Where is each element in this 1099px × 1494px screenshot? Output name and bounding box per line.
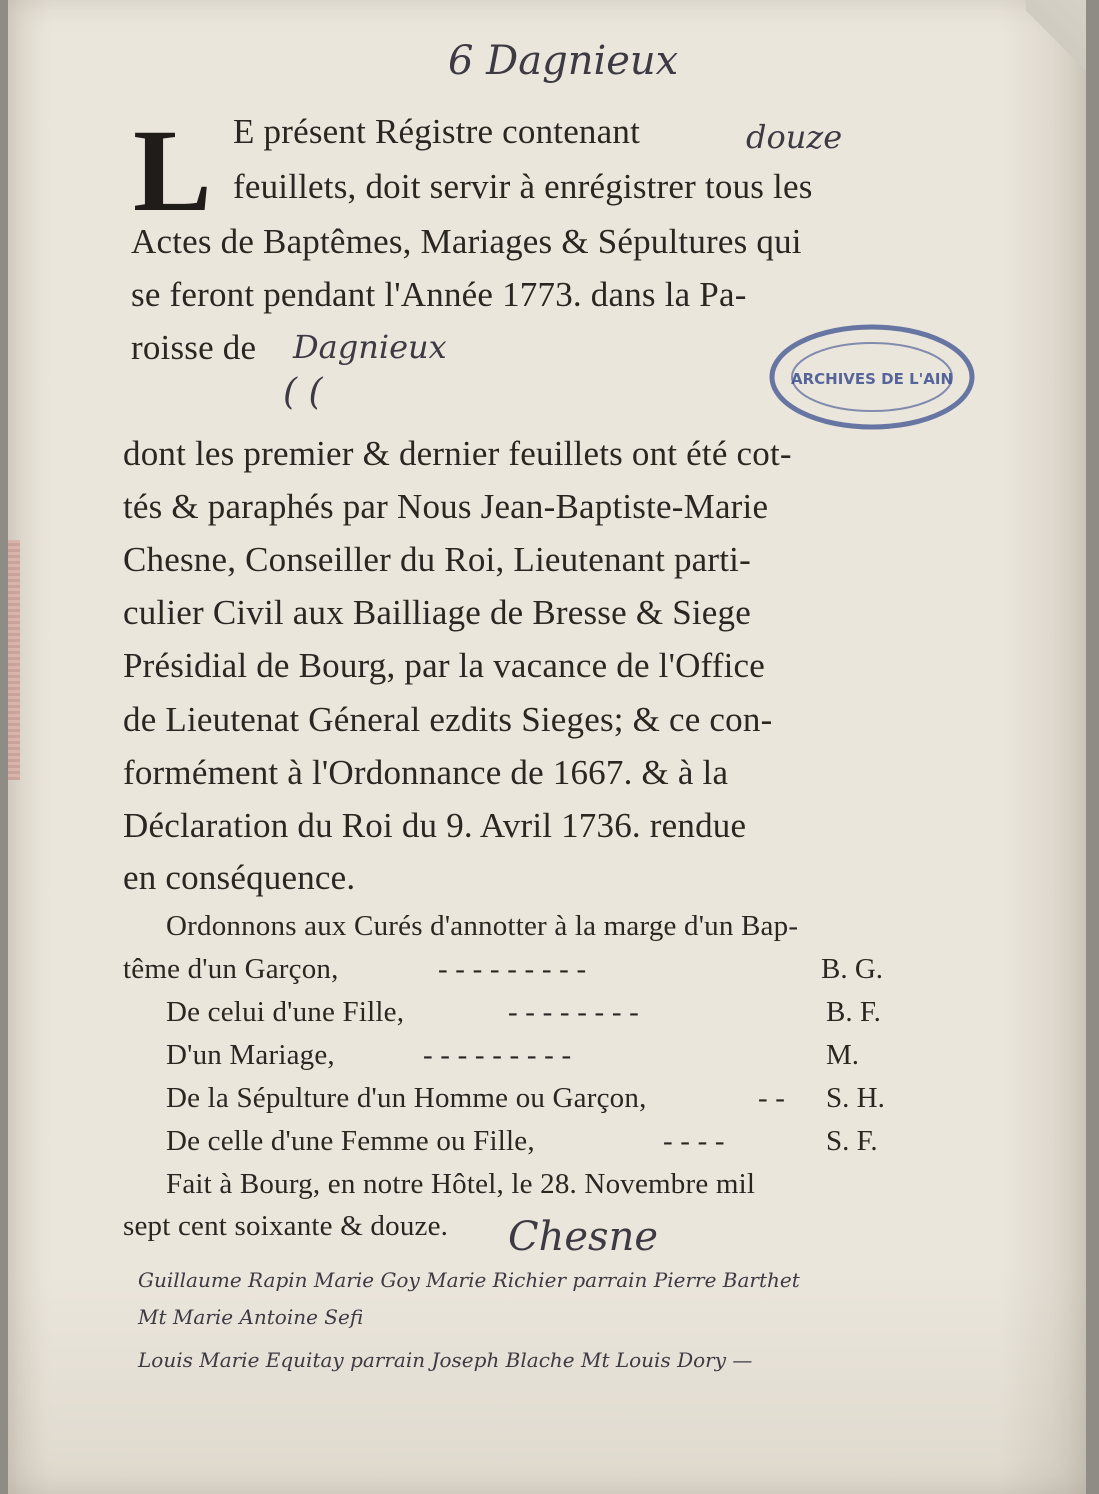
hand-note-3: Louis Marie Equitay parrain Joseph Blache Mt Louis Dory — [138,1348,753,1372]
text-line-14: en conséquence. [123,858,356,897]
torn-corner [1026,0,1086,80]
text-line-13: Déclaration du Roi du 9. Avril 1736. rendue [123,806,747,845]
ordonnance-line-2: tême d'un Garçon, [123,953,339,985]
hand-marks: ( ( [283,372,323,413]
text-line-5: roisse de [131,328,257,367]
top-handwriting: 6 Dagnieux [448,38,679,84]
text-line-10: Présidial de Bourg, par la vacance de l'Office [123,646,766,685]
signature: Chesne [508,1214,658,1260]
dashes-4: - - - - - - - - - [423,1039,572,1071]
binding-thread [8,540,20,780]
ordonnance-line-4: D'un Mariage, [166,1039,335,1071]
text-line-9: culier Civil aux Bailliage de Bresse & Siege [123,593,751,632]
fait-line-1: Fait à Bourg, en notre Hôtel, le 28. Novembre mil [166,1168,756,1200]
dashes-6: - - - - [663,1125,725,1157]
text-line-12: formément à l'Ordonnance de 1667. & à la [123,753,729,792]
text-line-8: Chesne, Conseiller du Roi, Lieutenant parti- [123,540,751,579]
code-sf: S. F. [826,1125,878,1157]
code-sh: S. H. [826,1082,885,1114]
hand-note-2: Mt Marie Antoine Sefi [138,1305,364,1329]
archive-stamp [765,318,980,436]
hand-douze: douze [746,118,843,156]
code-bg: B. G. [821,953,884,985]
text-line-6: dont les premier & dernier feuillets ont été cot- [123,434,792,473]
ordonnance-line-6: De celle d'une Femme ou Fille, [166,1125,535,1157]
fait-line-2: sept cent soixante & douze. [123,1210,449,1242]
ordonnance-line-5: De la Sépulture d'un Homme ou Garçon, [166,1082,647,1114]
ordonnance-line-1: Ordonnons aux Curés d'annotter à la marge d'un Bap- [166,910,799,942]
drop-cap: L [133,105,212,236]
text-line-11: de Lieutenat Géneral ezdits Sieges; & ce con- [123,700,773,739]
dashes-2: - - - - - - - - - [438,953,587,985]
text-line-7: tés & paraphés par Nous Jean-Baptiste-Marie [123,487,769,526]
hand-note-1: Guillaume Rapin Marie Goy Marie Richier parrain Pierre Barthet [138,1268,800,1292]
code-m: M. [826,1039,860,1071]
dashes-3: - - - - - - - - [508,996,640,1028]
text-line-3: Actes de Baptêmes, Mariages & Sépultures qui [131,222,802,261]
ordonnance-line-3: De celui d'une Fille, [166,996,405,1028]
dashes-5: - - [758,1082,786,1114]
text-line-1: E présent Régistre contenant [233,112,640,151]
text-line-4: se feront pendant l'Année 1773. dans la Pa- [131,275,747,314]
document-page [8,0,1086,1494]
hand-parish: Dagnieux [293,328,447,366]
stamp-text: ARCHIVES DE L'AIN [791,370,953,388]
code-bf: B. F. [826,996,881,1028]
text-line-2: feuillets, doit servir à enrégistrer tous les [233,167,813,206]
